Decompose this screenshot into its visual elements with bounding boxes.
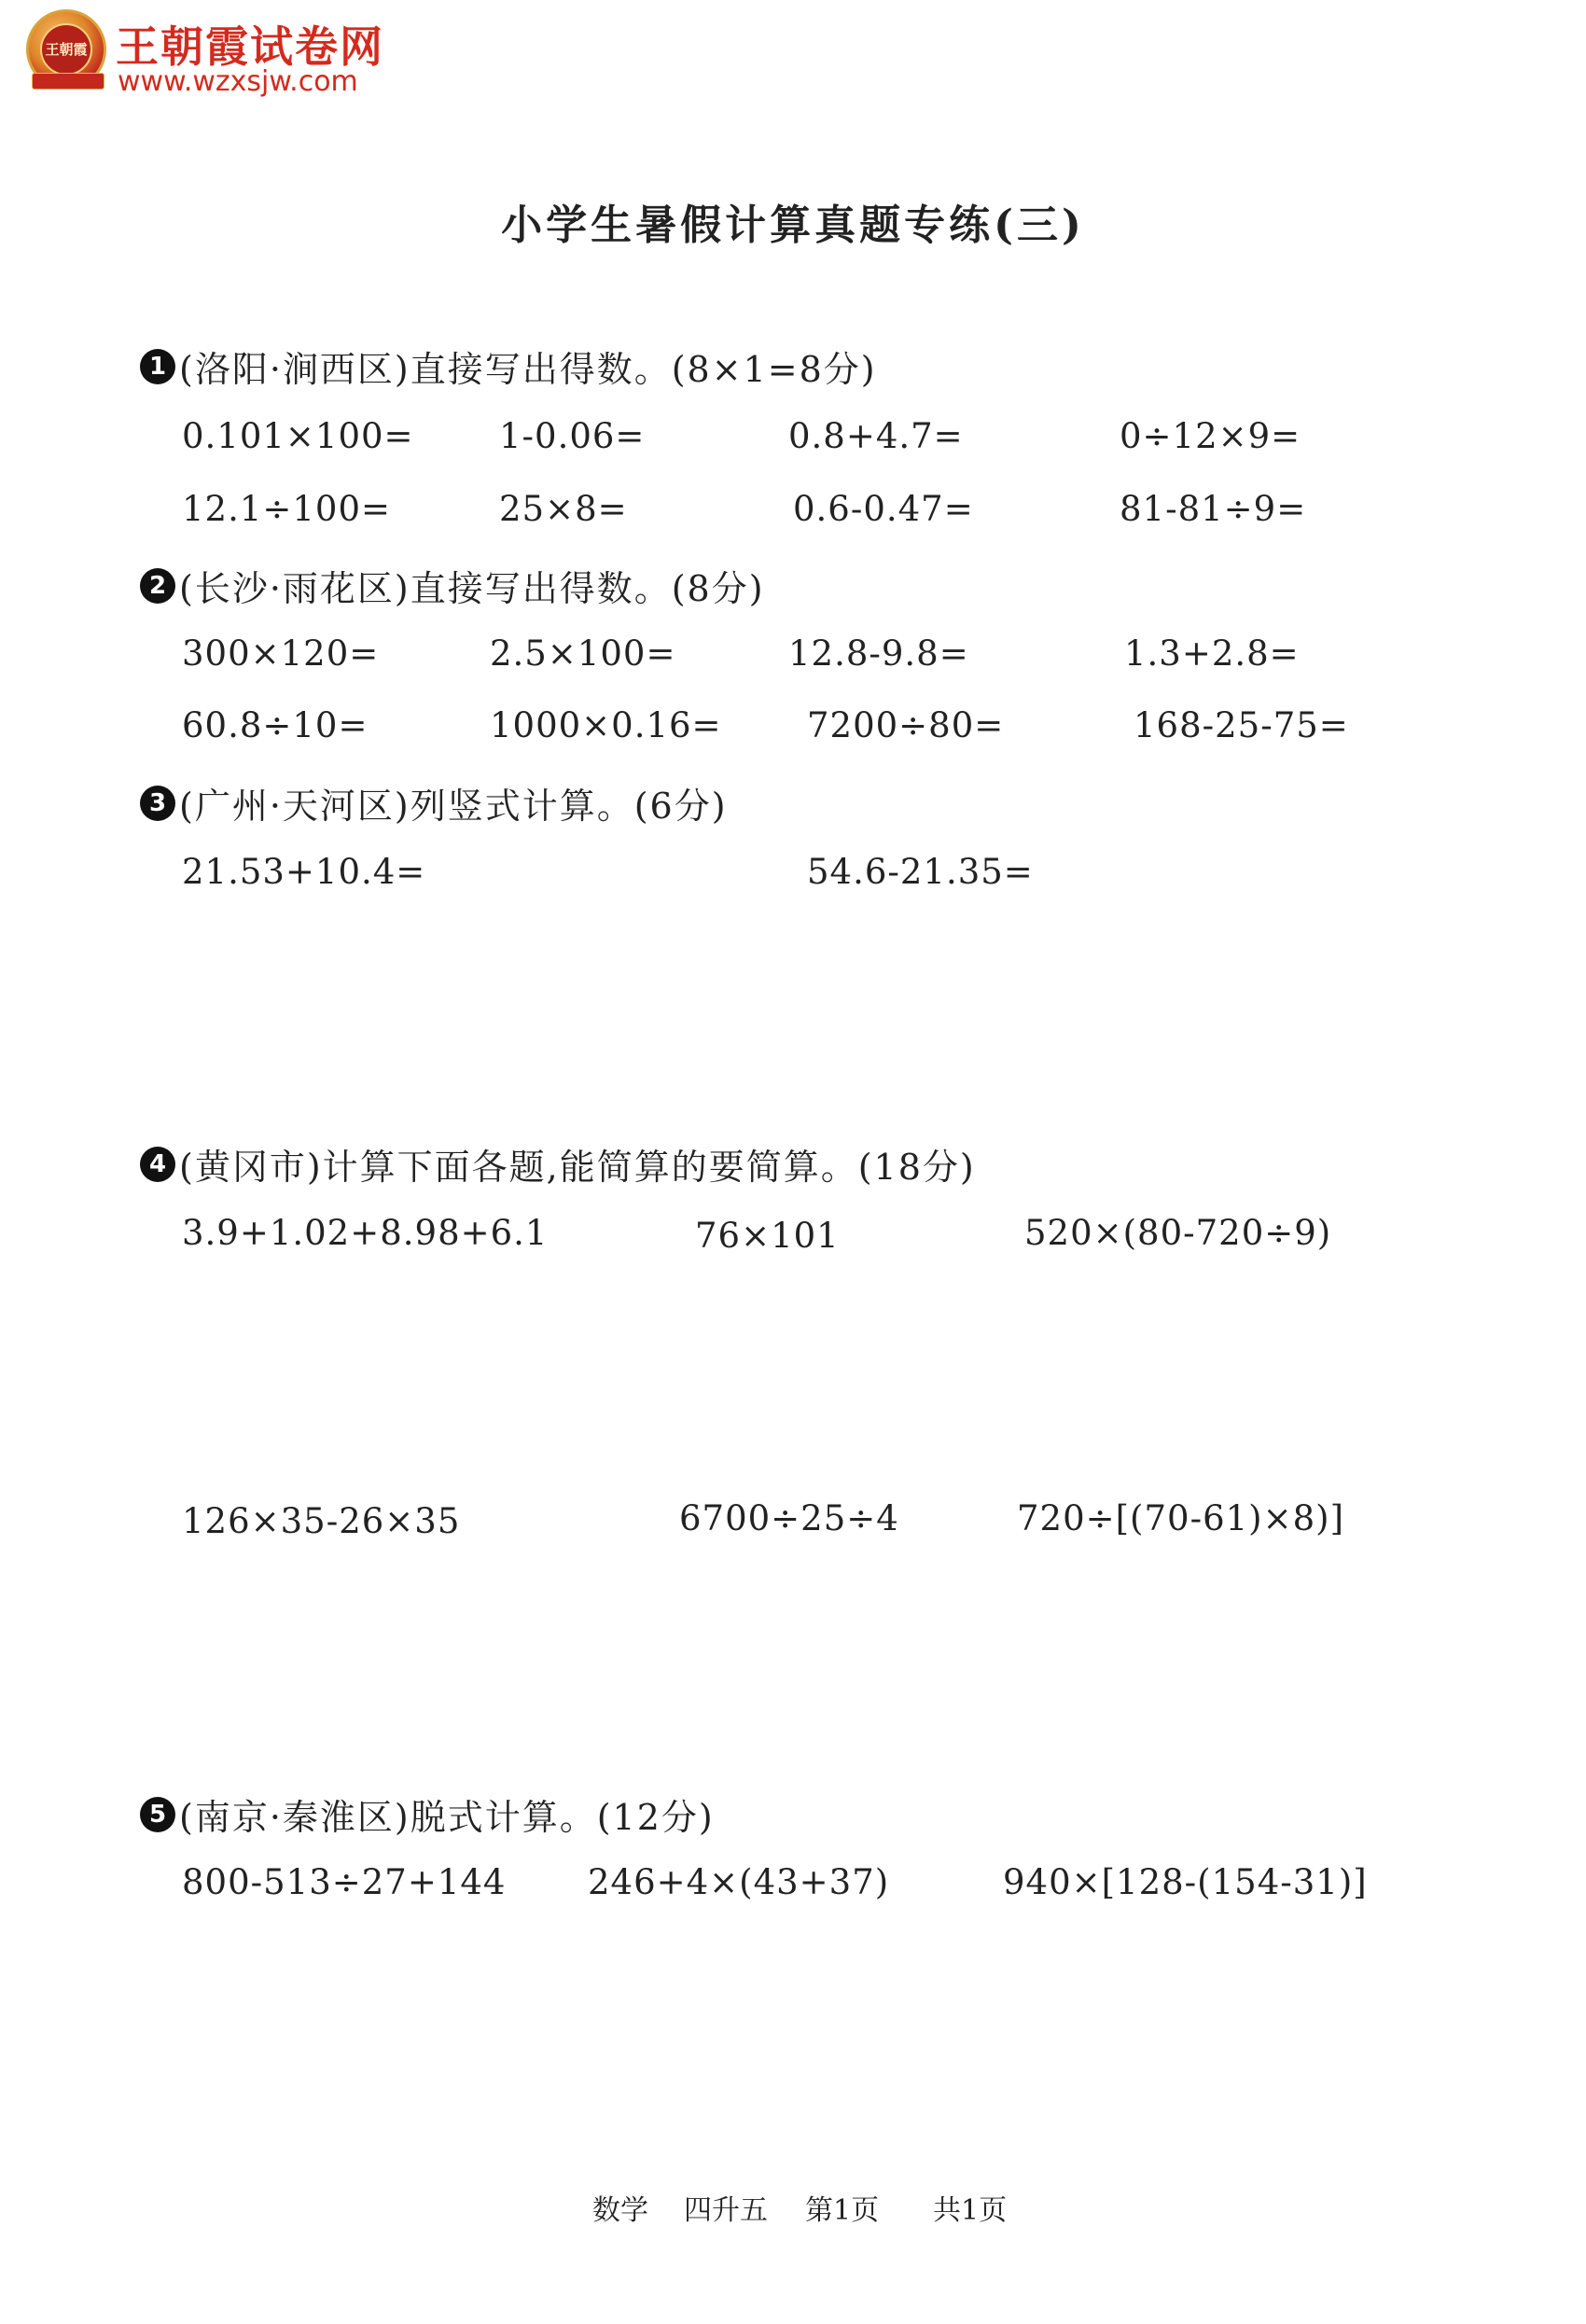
footer-page-number: 第1页 (805, 2194, 880, 2227)
problem-item: 81-81÷9= (1120, 489, 1307, 529)
problem-item: 246+4×(43+37) (588, 1862, 890, 1902)
question-text: (洛阳·涧西区)直接写出得数。(8×1=8分) (179, 349, 877, 390)
brand-name: 王朝霞试卷网 (116, 21, 384, 72)
problem-item: 7200÷80= (807, 705, 1005, 745)
problem-item: 76×101 (695, 1216, 840, 1256)
problem-item: 1000×0.16= (490, 705, 722, 745)
question-number-badge: 4 (140, 1147, 175, 1182)
problem-item: 720÷[(70-61)×8)] (1017, 1498, 1345, 1538)
problem-item: 0÷12×9= (1120, 416, 1301, 456)
problem-item: 1-0.06= (499, 416, 646, 456)
problem-item: 0.101×100= (182, 416, 414, 456)
question-text: (黄冈市)计算下面各题,能简算的要简算。(18分) (179, 1147, 976, 1188)
page-title: 小学生暑假计算真题专练(三) (501, 202, 1085, 249)
problem-item: 25×8= (499, 489, 628, 529)
footer-subject: 数学 (592, 2194, 648, 2227)
question-number-badge: 2 (140, 568, 175, 604)
problem-item: 0.6-0.47= (793, 489, 974, 529)
problem-item: 12.8-9.8= (788, 633, 969, 674)
question-text: (广州·天河区)列竖式计算。(6分) (179, 786, 728, 827)
question-text: (长沙·雨花区)直接写出得数。(8分) (179, 568, 765, 609)
footer-page-total: 共1页 (933, 2194, 1008, 2227)
question-5-heading (140, 1788, 715, 1840)
problem-item: 0.8+4.7= (788, 416, 964, 456)
question-4-heading (140, 1138, 976, 1190)
problem-item: 3.9+1.02+8.98+6.1 (182, 1213, 549, 1253)
problem-item: 60.8÷10= (182, 705, 369, 745)
problem-item: 300×120= (182, 633, 380, 674)
problem-item: 126×35-26×35 (182, 1501, 461, 1541)
seal-text: 王朝霞 (40, 23, 92, 76)
question-number-badge: 5 (140, 1797, 175, 1832)
problem-item: 520×(80-720÷9) (1024, 1213, 1332, 1253)
question-number-badge: 1 (140, 349, 175, 384)
problem-item: 168-25-75= (1134, 705, 1349, 745)
problem-item: 21.53+10.4= (182, 852, 426, 892)
seal-ribbon (32, 73, 104, 90)
problem-item: 6700÷25÷4 (679, 1498, 899, 1538)
problem-item: 800-513÷27+144 (182, 1862, 507, 1902)
site-logo (26, 9, 418, 99)
footer-grade: 四升五 (684, 2194, 768, 2227)
problem-item: 54.6-21.35= (807, 852, 1034, 892)
question-text: (南京·秦淮区)脱式计算。(12分) (179, 1797, 715, 1838)
question-2-heading (140, 560, 765, 611)
brand-url: www.wzxsjw.com (118, 65, 358, 98)
problem-item: 2.5×100= (490, 633, 676, 674)
problem-item: 12.1÷100= (182, 489, 392, 529)
problem-item: 1.3+2.8= (1124, 633, 1300, 674)
question-number-badge: 3 (140, 786, 175, 821)
problem-item: 940×[128-(154-31)] (1003, 1862, 1368, 1902)
question-3-heading (140, 777, 728, 828)
question-1-heading (140, 341, 877, 392)
